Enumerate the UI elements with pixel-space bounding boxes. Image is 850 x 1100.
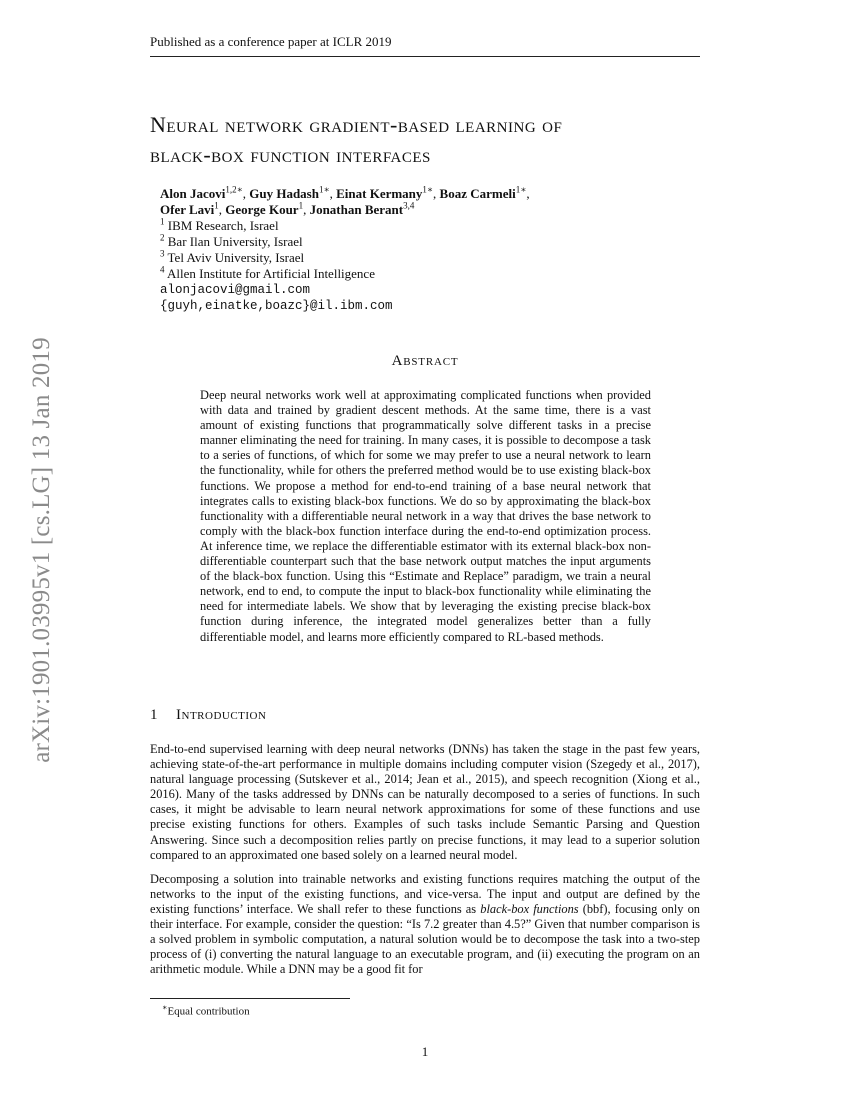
author-name: Alon Jacovi (160, 186, 226, 201)
title-line-1: Neural network gradient-based learning of (150, 112, 563, 137)
affiliation: $^1$ IBM Research, Israel (160, 216, 279, 233)
section-heading (150, 707, 700, 724)
footnote-mark: ∗ (162, 1003, 168, 1012)
email-address[interactable]: alonjacovi@gmail.com (160, 283, 311, 297)
section-title: Introduction (176, 707, 267, 723)
abstract-heading: Abstract (391, 353, 459, 369)
footnote (162, 1003, 250, 1018)
author-block (160, 186, 680, 314)
affiliation: $^3$ Tel Aviv University, Israel (160, 248, 305, 265)
author-line-2: Ofer Lavi$^1$, George Kour$^1$, Jonathan Berant$^{3,4}$ (160, 200, 415, 217)
author-line-1: Alon Jacovi$^{1,2∗}$, Guy Hadash$^{1∗}$, Einat Kermany$^{1∗}$, Boaz Carmeli$^{1∗}$, (160, 184, 530, 201)
author-affil-mark: 1 (298, 200, 304, 211)
author-affil-mark: 1∗ (422, 184, 434, 195)
author-affil-mark: 1∗ (318, 184, 330, 195)
running-header: Published as a conference paper at ICLR 2019 (150, 34, 700, 57)
title-line-2: black-box function interfaces (150, 142, 431, 167)
body-text (150, 742, 700, 986)
arxiv-identifier[interactable]: arXiv:1901.03995v1 [cs.LG] 13 Jan 2019 (28, 337, 55, 763)
affiliation: $^4$ Allen Institute for Artificial Intelligence (160, 264, 375, 281)
author-name: George Kour (225, 202, 299, 217)
author-name: Jonathan Berant (309, 202, 404, 217)
emphasis: black-box functions (480, 901, 579, 916)
author-name: Guy Hadash (249, 186, 319, 201)
paragraph: Decomposing a solution into trainable networks and existing functions requires matching the output of the networks to the input of the existing functions, and vice-versa. The input and output are defined by the existing functions’ interface. We shall refer to these functions as black-box functions (bbf), focusing only on their interface. For example, consider the question: “Is 7.2 greater than 4.5?” Given that number comparison is a solved problem in symbolic computation, a natural solution would be to decompose the task into a two-step process of (i) converting the natural language to an executable program, and (ii) executing the program on an arithmetic module. While a DNN may be a good fit for (150, 871, 700, 977)
author-affil-mark: 1 (214, 200, 219, 211)
author-affil-mark: 1,2∗ (225, 184, 243, 195)
paragraph: End-to-end supervised learning with deep neural networks (DNNs) has taken the stage in the past few years, achieving state-of-the-art performance in multiple domains including computer vision (Szegedy et al., 2017), natural language processing (Sutskever et al., 2014; Jean et al., 2015), and speech recognition (Xiong et al., 2016). Many of the tasks addressed by DNNs can be naturally decomposed to a series of functions. In such cases, it might be advisable to learn neural network approximations for some of these functions and use precise existing functions for others. Examples of such tasks include Semantic Parsing and Question Answering. Since such a decomposition relies partly on precise functions, it may lead to a superior solution compared to an approximated one based solely on a learned neural model. (150, 742, 700, 862)
email-address[interactable]: {guyh,einatke,boazc}@il.ibm.com (160, 299, 393, 313)
section-number: 1 (150, 707, 158, 723)
abstract-text: Deep neural networks work well at approximating complicated functions when provided with data and trained by gradient descent methods. At the same time, there is a vast amount of existing functions that programmatically solve different tasks in a precise manner eliminating the need for training. In many cases, it is possible to decompose a task to a series of functions, of which for some we may prefer to use a neural network to learn the functionality, while for others the preferred method would be to use existing black-box functions. We propose a method for end-to-end training of a base neural network that integrates calls to existing black-box functions. We do so by approximating the black-box functionality with a differentiable neural network in a way that drives the base network to comply with the black-box function interface during the end-to-end optimization process. At inference time, we replace the differentiable estimator with its external black-box non-differentiable counterpart such that the base network output matches the input arguments of the black-box function. Using this “Estimate and Replace” paradigm, we train a neural network, end to end, to compute the input to black-box functionality while eliminating the need for intermediate labels. We show that by leveraging the existing precise black-box function during inference, the integrated model generalizes better than a fully differentiable model, and learns more efficiently compared to RL-based methods. (200, 388, 651, 644)
author-name: Einat Kermany (336, 186, 423, 201)
author-name: Ofer Lavi (160, 202, 215, 217)
footnote-rule (150, 998, 350, 999)
paper-title (150, 110, 710, 170)
page-number: 1 (421, 1044, 429, 1059)
author-affil-mark: 1∗ (515, 184, 527, 195)
footnote-text: Equal contribution (167, 1005, 250, 1018)
author-name: Boaz Carmeli (439, 186, 516, 201)
author-affil-mark: 3,4 (403, 200, 415, 211)
arxiv-sidebar (22, 300, 62, 800)
affiliation: $^2$ Bar Ilan University, Israel (160, 232, 303, 249)
